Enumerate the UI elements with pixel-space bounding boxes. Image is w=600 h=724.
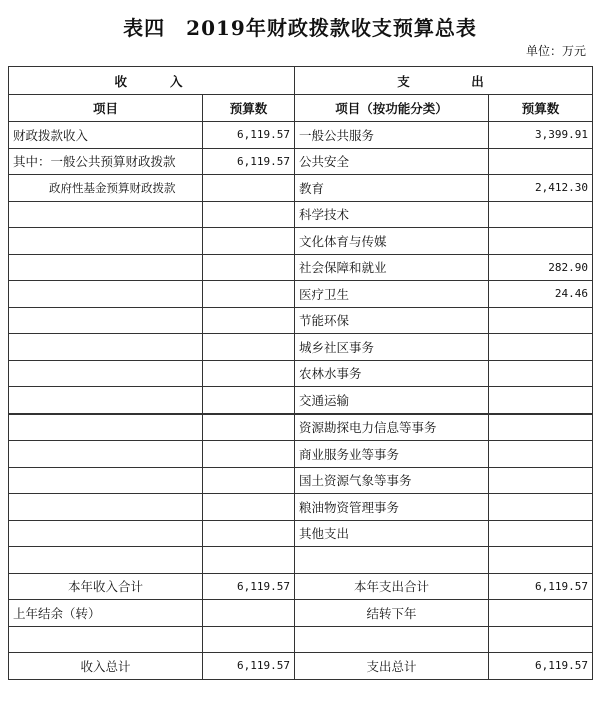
expense-item-cell: 商业服务业等事务	[295, 441, 489, 468]
expense-item-cell: 医疗卫生	[295, 281, 489, 308]
income-item-cell	[9, 414, 203, 441]
expense-value-cell: 2,412.30	[489, 175, 593, 202]
expense-item-cell: 资源勘探电力信息等事务	[295, 414, 489, 441]
carry-forward-label: 结转下年	[295, 600, 489, 627]
income-item-cell	[9, 441, 203, 468]
income-item-cell	[9, 281, 203, 308]
income-item-cell	[9, 467, 203, 494]
header-row-main	[9, 67, 593, 95]
blank-cell	[295, 626, 489, 653]
income-value-cell	[203, 201, 295, 228]
table-row	[9, 467, 593, 494]
expense-value-cell	[489, 387, 593, 414]
expense-item-cell: 社会保障和就业	[295, 254, 489, 281]
table-row	[9, 334, 593, 361]
expense-item-cell: 农林水事务	[295, 360, 489, 387]
expense-value-cell	[489, 148, 593, 175]
table-row	[9, 201, 593, 228]
table-row	[9, 387, 593, 414]
income-value-cell	[203, 254, 295, 281]
table-row	[9, 148, 593, 175]
prev-balance-value	[203, 600, 295, 627]
year-income-value: 6,119.57	[203, 573, 295, 600]
income-item-cell	[9, 334, 203, 361]
year-income-label: 本年收入合计	[9, 573, 203, 600]
table-row	[9, 228, 593, 255]
expense-item-cell: 文化体育与传媒	[295, 228, 489, 255]
income-item-cell	[9, 201, 203, 228]
income-item-cell	[9, 547, 203, 574]
page-title: 表四 2019年财政拨款收支预算总表	[123, 16, 477, 40]
expense-item-cell: 城乡社区事务	[295, 334, 489, 361]
income-item-cell: 其中：一般公共预算财政拨款	[9, 148, 203, 175]
year-expense-value: 6,119.57	[489, 573, 593, 600]
expense-total-label: 支出总计	[295, 653, 489, 680]
table-row	[9, 175, 593, 202]
totals-row	[9, 600, 593, 627]
expense-item-cell: 科学技术	[295, 201, 489, 228]
year-expense-label: 本年支出合计	[295, 573, 489, 600]
totals-row	[9, 626, 593, 653]
carry-forward-value	[489, 600, 593, 627]
income-value-cell	[203, 175, 295, 202]
col-budget-header: 预算数	[203, 95, 295, 122]
income-item-cell: 财政拨款收入	[9, 122, 203, 149]
col-item-func-header: 项目（按功能分类）	[295, 95, 489, 122]
budget-table	[8, 66, 593, 680]
expense-value-cell	[489, 441, 593, 468]
expense-item-cell: 粮油物资管理事务	[295, 494, 489, 521]
income-item-cell	[9, 228, 203, 255]
expense-item-cell: 节能环保	[295, 307, 489, 334]
expense-value-cell	[489, 228, 593, 255]
income-value-cell	[203, 387, 295, 414]
col-item-header: 项目	[9, 95, 203, 122]
expense-value-cell	[489, 494, 593, 521]
expense-value-cell	[489, 414, 593, 441]
blank-cell	[203, 626, 295, 653]
income-item-cell	[9, 307, 203, 334]
table-row	[9, 281, 593, 308]
income-total-value: 6,119.57	[203, 653, 295, 680]
col-budget2-header: 预算数	[489, 95, 593, 122]
income-value-cell	[203, 281, 295, 308]
expense-header: 支 出	[295, 67, 593, 95]
income-value-cell	[203, 228, 295, 255]
table-row	[9, 254, 593, 281]
table-row	[9, 520, 593, 547]
income-item-cell	[9, 387, 203, 414]
income-total-label: 收入总计	[9, 653, 203, 680]
header-row-columns	[9, 95, 593, 122]
expense-item-cell: 交通运输	[295, 387, 489, 414]
expense-value-cell	[489, 334, 593, 361]
income-value-cell	[203, 547, 295, 574]
expense-value-cell	[489, 360, 593, 387]
expense-value-cell: 24.46	[489, 281, 593, 308]
table-row	[9, 547, 593, 574]
blank-cell	[9, 626, 203, 653]
totals-row	[9, 653, 593, 680]
income-value-cell	[203, 467, 295, 494]
income-value-cell: 6,119.57	[203, 148, 295, 175]
table-row	[9, 441, 593, 468]
income-value-cell	[203, 307, 295, 334]
expense-value-cell	[489, 467, 593, 494]
income-header: 收 入	[9, 67, 295, 95]
income-value-cell: 6,119.57	[203, 122, 295, 149]
table-row	[9, 360, 593, 387]
expense-item-cell: 教育	[295, 175, 489, 202]
table-row	[9, 307, 593, 334]
expense-item-cell: 一般公共服务	[295, 122, 489, 149]
expense-item-cell	[295, 547, 489, 574]
income-item-cell	[9, 360, 203, 387]
income-value-cell	[203, 414, 295, 441]
expense-value-cell	[489, 547, 593, 574]
expense-value-cell: 282.90	[489, 254, 593, 281]
income-item-cell: 政府性基金预算财政拨款	[9, 175, 203, 202]
income-item-cell	[9, 520, 203, 547]
prev-balance-label: 上年结余（转）	[9, 600, 203, 627]
table-row	[9, 122, 593, 149]
expense-total-value: 6,119.57	[489, 653, 593, 680]
income-value-cell	[203, 494, 295, 521]
expense-value-cell	[489, 201, 593, 228]
expense-value-cell	[489, 520, 593, 547]
expense-value-cell	[489, 307, 593, 334]
expense-value-cell: 3,399.91	[489, 122, 593, 149]
table-row	[9, 414, 593, 441]
expense-item-cell: 公共安全	[295, 148, 489, 175]
income-value-cell	[203, 441, 295, 468]
totals-row	[9, 573, 593, 600]
expense-item-cell: 国土资源气象等事务	[295, 467, 489, 494]
expense-item-cell: 其他支出	[295, 520, 489, 547]
income-item-cell	[9, 254, 203, 281]
unit-label: 单位：万元	[525, 44, 586, 58]
blank-cell	[489, 626, 593, 653]
income-value-cell	[203, 334, 295, 361]
income-value-cell	[203, 360, 295, 387]
income-value-cell	[203, 520, 295, 547]
income-item-cell	[9, 494, 203, 521]
table-row	[9, 494, 593, 521]
